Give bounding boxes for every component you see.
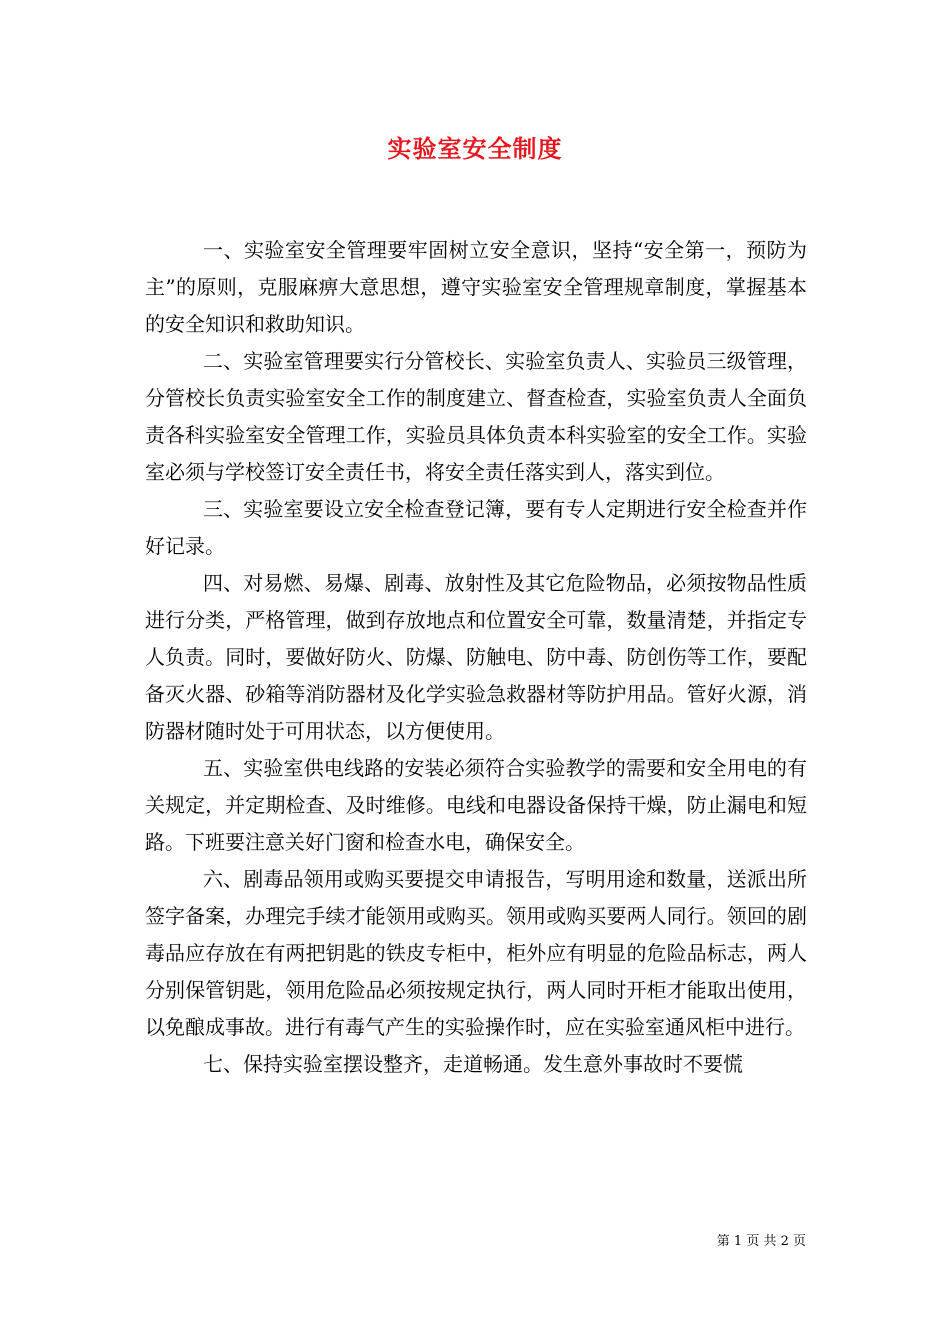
paragraph-4: 四、对易燃、易爆、剧毒、放射性及其它危险物品，必须按物品性质进行分类，严格管理，做到存放地点和位置安全可靠，数量清楚，并指定专人负责。同时，要做好防火、防爆、防触电、防中毒、防创伤等工作，要配备灭火器、砂箱等消防器材及化学实验急救器材等防护用品。管好火源，消防器材随时处于可用状态，以方便使用。 — [145, 571, 807, 743]
page-number-footer: 第 1 页 共 2 页 — [716, 1234, 806, 1249]
paragraph-7: 七、保持实验室摆设整齐，走道畅通。发生意外事故时不要慌 — [203, 1052, 743, 1076]
document-title: 实验室安全制度 — [387, 134, 563, 163]
paragraph-3: 三、实验室要设立安全检查登记簿，要有专人定期进行安全检查并作好记录。 — [145, 497, 807, 558]
paragraph-1: 一、实验室安全管理要牢固树立安全意识，坚持“安全第一，预防为主”的原则，克服麻痹大意思想，遵守实验室安全管理规章制度，掌握基本的安全知识和救助知识。 — [145, 238, 807, 336]
paragraph-5: 五、实验室供电线路的安装必须符合实验教学的需要和安全用电的有关规定，并定期检查、及时维修。电线和电器设备保持干燥，防止漏电和短路。下班要注意关好门窗和检查水电，确保安全。 — [145, 756, 807, 854]
paragraph-2: 二、实验室管理要实行分管校长、实验室负责人、实验员三级管理，分管校长负责实验室安全工作的制度建立、督查检查，实验室负责人全面负责各科实验室安全管理工作，实验员具体负责本科实验室的安全工作。实验室必须与学校签订安全责任书，将安全责任落实到人，落实到位。 — [145, 349, 807, 484]
document-body — [145, 232, 807, 1083]
paragraph-6: 六、剧毒品领用或购买要提交申请报告，写明用途和数量，送派出所签字备案，办理完手续才能领用或购买。领用或购买要两人同行。领回的剧毒品应存放在有两把钥匙的铁皮专柜中，柜外应有明显的危险品标志，两人分别保管钥匙，领用危险品必须按规定执行，两人同时开柜才能取出使用，以免酿成事故。进行有毒气产生的实验操作时，应在实验室通风柜中进行。 — [145, 867, 807, 1039]
